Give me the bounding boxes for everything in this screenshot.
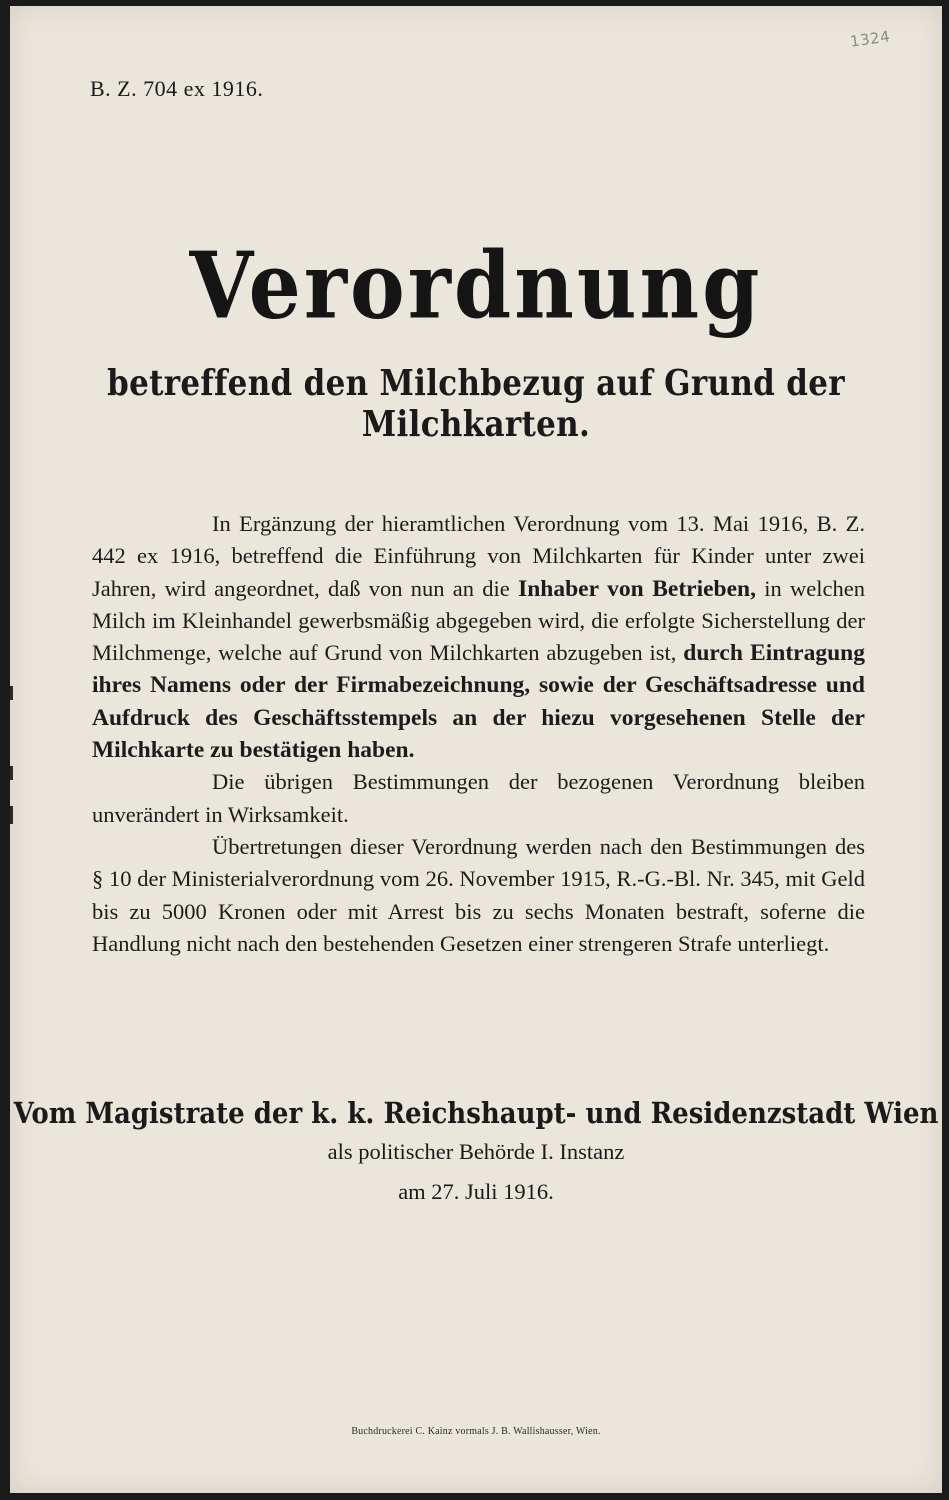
document-body xyxy=(92,508,865,960)
reference-number: B. Z. 704 ex 1916. xyxy=(90,76,264,101)
body-paragraph-1 xyxy=(92,508,865,766)
document-subtitle: betreffend den Milchbezug auf Grund der Milchkarten. xyxy=(107,362,845,446)
paragraph-1-bold-b: durch Eintragung ihres Namens oder der Firmabezeichnung, sowie der Geschäftsadresse und Aufdruck des Geschäftsstempels an der hiezu vorgesehenen Stelle der Milchkarte zu bestätigen haben. xyxy=(92,640,865,764)
document-title: Verordnung xyxy=(189,232,763,340)
edge-mark xyxy=(10,686,13,700)
paragraph-1-text-b: in welchen Milch im Kleinhandel gewerbsmäßig abgegeben wird, die erfolgte Sicherstellung der Milchmenge, welche auf Grund von Milchkarten abzugeben ist, xyxy=(92,575,865,666)
body-paragraph-3: Übertretungen dieser Verordnung werden nach den Bestimmungen des § 10 der Ministerialverordnung vom 26. November 1915, R.-G.-Bl. Nr. 345, mit Geld bis zu 5000 Kronen oder mit Arrest bis zu sechs Monaten bestraft, soferne die Handlung nicht nach den bestehenden Gesetzen einer strengeren Strafe unterliegt. xyxy=(92,833,865,956)
authority-date: am 27. Juli 1916. xyxy=(398,1179,554,1204)
document-sheet xyxy=(10,6,942,1493)
body-paragraph-2: Die übrigen Bestimmungen der bezogenen Verordnung bleiben unverändert in Wirksamkeit. xyxy=(92,769,865,827)
paragraph-1-bold-a: Inhaber von Betrieben, xyxy=(518,575,756,602)
archive-number: 1324 xyxy=(848,27,892,51)
paragraph-1-text-a: In Ergänzung der hieramtlichen Verordnung vom 13. Mai 1916, B. Z. 442 ex 1916, betreffend die Einführung von Milchkarten für Kinder unter zwei Jahren, wird angeordnet, daß von nun an die xyxy=(92,511,865,601)
authority-line-1: Vom Magistrate der k. k. Reichshaupt- und Residenzstadt Wien xyxy=(13,1097,939,1131)
issuing-authority xyxy=(10,1096,942,1210)
printer-imprint: Buchdruckerei C. Kainz vormals J. B. Wallishausser, Wien. xyxy=(351,1426,601,1437)
edge-mark xyxy=(10,766,13,780)
authority-line-2: als politischer Behörde I. Instanz xyxy=(327,1139,625,1164)
edge-mark xyxy=(10,806,13,824)
